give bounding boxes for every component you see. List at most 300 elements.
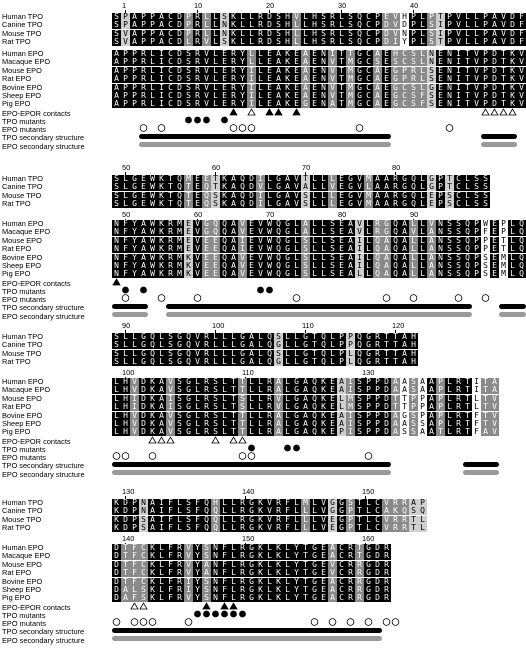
- residue: D: [175, 21, 184, 29]
- residue: A: [391, 386, 400, 394]
- residue: T: [184, 192, 193, 200]
- epo-helix-bar: [112, 470, 391, 475]
- residue: L: [130, 341, 139, 349]
- residue: P: [472, 270, 481, 278]
- residue: R: [238, 544, 247, 552]
- residue: T: [166, 175, 175, 183]
- residue: Q: [148, 341, 157, 349]
- residue: G: [247, 586, 256, 594]
- residue: Q: [211, 524, 220, 532]
- residue: M: [346, 67, 355, 75]
- residue: I: [256, 200, 265, 208]
- residue: A: [427, 254, 436, 262]
- species-label: Rat TPO: [2, 523, 31, 533]
- residue: Q: [220, 237, 229, 245]
- residue: C: [166, 58, 175, 66]
- epo-mutant-circle: [365, 618, 372, 625]
- residue: A: [301, 84, 310, 92]
- residue: G: [337, 499, 346, 507]
- residue: G: [184, 395, 193, 403]
- residue: N: [319, 50, 328, 58]
- residue: N: [211, 586, 220, 594]
- residue: P: [364, 403, 373, 411]
- residue: L: [445, 420, 454, 428]
- residue: P: [364, 428, 373, 436]
- residue: S: [175, 428, 184, 436]
- residue: Q: [274, 270, 283, 278]
- residue: A: [157, 21, 166, 29]
- residue: T: [382, 333, 391, 341]
- residue: H: [283, 38, 292, 46]
- residue: D: [247, 200, 256, 208]
- residue: V: [166, 412, 175, 420]
- epo-sequence: [112, 67, 526, 75]
- residue: V: [256, 245, 265, 253]
- residue: D: [402, 20, 407, 30]
- residue: L: [229, 569, 238, 577]
- tpo-sequence: [112, 350, 418, 358]
- residue: L: [157, 594, 166, 602]
- residue: A: [400, 245, 409, 253]
- residue: D: [121, 507, 130, 515]
- residue: L: [247, 420, 256, 428]
- species-label: Macaque EPO: [2, 57, 51, 67]
- residue: S: [454, 270, 463, 278]
- species-label: Mouse EPO: [2, 393, 42, 403]
- tpo-position-number: 110: [302, 321, 314, 330]
- residue: N: [402, 28, 407, 38]
- residue: V: [130, 420, 139, 428]
- residue: R: [328, 30, 337, 38]
- residue: A: [229, 220, 238, 228]
- residue: K: [283, 84, 292, 92]
- residue: Y: [238, 84, 247, 92]
- residue: Q: [463, 254, 472, 262]
- tpo-position-number: 140: [242, 487, 255, 496]
- residue: T: [211, 183, 220, 191]
- residue: A: [301, 67, 310, 75]
- residue: S: [427, 67, 436, 75]
- residue: A: [157, 420, 166, 428]
- residue: W: [148, 262, 157, 270]
- residue: K: [184, 262, 193, 270]
- residue: W: [265, 228, 274, 236]
- residue: V: [274, 403, 283, 411]
- residue: L: [418, 245, 427, 253]
- residue: S: [454, 254, 463, 262]
- residue: R: [454, 395, 463, 403]
- residue: R: [391, 192, 400, 200]
- residue: L: [463, 30, 472, 38]
- residue: G: [292, 386, 301, 394]
- residue: V: [499, 13, 508, 21]
- epo-mutant-circle: [482, 294, 489, 301]
- tpo-position-number: 130: [122, 487, 135, 496]
- residue: R: [256, 13, 265, 21]
- epo-mutant-circle: [248, 124, 255, 131]
- residue: K: [148, 428, 157, 436]
- residue: L: [292, 341, 301, 349]
- residue: S: [409, 412, 418, 420]
- tpo-mutant-dot: [239, 610, 246, 617]
- residue: M: [346, 84, 355, 92]
- residue: F: [130, 569, 139, 577]
- alignment-block-4: [0, 487, 474, 645]
- residue: C: [166, 75, 175, 83]
- residue: V: [382, 524, 391, 532]
- residue: G: [283, 245, 292, 253]
- residue: C: [337, 552, 346, 560]
- residue: A: [373, 200, 382, 208]
- residue: L: [418, 254, 427, 262]
- species-label: Macaque EPO: [2, 551, 51, 561]
- residue: Q: [274, 228, 283, 236]
- epo-structure-label: EPO secondary structure: [2, 469, 85, 479]
- residue: T: [121, 578, 130, 586]
- residue: A: [427, 395, 436, 403]
- residue: R: [202, 395, 211, 403]
- residue: T: [463, 50, 472, 58]
- residue: K: [508, 67, 517, 75]
- residue: E: [382, 100, 391, 108]
- residue: E: [265, 58, 274, 66]
- residue: R: [175, 594, 184, 602]
- residue: P: [148, 13, 157, 21]
- residue: Q: [355, 38, 364, 46]
- residue: K: [157, 228, 166, 236]
- residue: L: [310, 183, 319, 191]
- residue: K: [256, 578, 265, 586]
- residue: A: [229, 245, 238, 253]
- residue: G: [238, 333, 247, 341]
- residue: L: [283, 544, 292, 552]
- residue: E: [211, 237, 220, 245]
- residue: T: [499, 58, 508, 66]
- residue: A: [400, 270, 409, 278]
- residue: V: [193, 220, 202, 228]
- residue: K: [283, 58, 292, 66]
- residue: P: [436, 412, 445, 420]
- residue: N: [427, 58, 436, 66]
- tpo-helix-bar: [481, 134, 517, 139]
- residue: G: [175, 333, 184, 341]
- tpo-position-number: 150: [362, 487, 375, 496]
- residue: A: [490, 21, 499, 29]
- residue: P: [436, 395, 445, 403]
- residue: P: [121, 100, 130, 108]
- residue: Q: [355, 358, 364, 366]
- residue: R: [238, 499, 247, 507]
- residue: I: [355, 237, 364, 245]
- residue: D: [121, 516, 130, 524]
- residue: D: [112, 544, 121, 552]
- residue: T: [121, 569, 130, 577]
- residue: R: [265, 378, 274, 386]
- residue: A: [409, 499, 418, 507]
- residue: K: [184, 270, 193, 278]
- residue: V: [184, 544, 193, 552]
- residue: L: [220, 507, 229, 515]
- residue: D: [508, 38, 517, 46]
- residue: I: [474, 385, 479, 395]
- residue: E: [292, 58, 301, 66]
- residue: R: [139, 67, 148, 75]
- residue: V: [382, 516, 391, 524]
- contacts-label: EPO-EPOR contacts: [2, 602, 71, 612]
- residue: H: [121, 412, 130, 420]
- residue: K: [220, 200, 229, 208]
- residue: L: [364, 262, 373, 270]
- tpo-mutant-dot: [266, 286, 273, 293]
- residue: T: [121, 561, 130, 569]
- residue: L: [337, 403, 346, 411]
- residue: E: [382, 13, 391, 21]
- residue: Q: [319, 350, 328, 358]
- residue: L: [364, 524, 373, 532]
- residue: Q: [409, 200, 418, 208]
- residue: P: [130, 67, 139, 75]
- residue: P: [130, 516, 139, 524]
- residue: V: [472, 100, 481, 108]
- residue: L: [292, 358, 301, 366]
- residue: V: [319, 516, 328, 524]
- residue: T: [355, 524, 364, 532]
- residue: S: [274, 13, 283, 21]
- residue: T: [229, 386, 238, 394]
- residue: S: [112, 21, 121, 29]
- species-label: Canine TPO: [2, 506, 43, 516]
- residue: L: [112, 386, 121, 394]
- residue: S: [274, 38, 283, 46]
- residue: A: [130, 38, 139, 46]
- residue: Y: [193, 544, 202, 552]
- tpo-mutant-dot: [221, 116, 228, 123]
- residue: W: [148, 175, 157, 183]
- residue: D: [112, 569, 121, 577]
- residue: L: [283, 386, 292, 394]
- residue: S: [112, 183, 121, 191]
- epo-position-number: 140: [122, 534, 135, 543]
- tpo-structure-label: TPO secondary structure: [2, 133, 85, 143]
- residue: E: [247, 254, 256, 262]
- residue: S: [175, 412, 184, 420]
- residue: A: [301, 395, 310, 403]
- residue: L: [364, 516, 373, 524]
- residue: L: [310, 254, 319, 262]
- residue: L: [265, 569, 274, 577]
- residue: L: [121, 200, 130, 208]
- residue: R: [274, 499, 283, 507]
- residue: S: [319, 30, 328, 38]
- residue: R: [238, 578, 247, 586]
- residue: F: [166, 561, 175, 569]
- residue: Q: [265, 333, 274, 341]
- epo-position-number: 60: [194, 210, 203, 219]
- residue: C: [364, 84, 373, 92]
- residue: I: [436, 21, 445, 29]
- tpo-helix-bar: [499, 304, 526, 309]
- residue: P: [445, 30, 454, 38]
- residue: L: [229, 578, 238, 586]
- residue: L: [211, 13, 220, 21]
- species-label: Rat TPO: [2, 199, 31, 209]
- residue: L: [301, 516, 310, 524]
- residue: G: [301, 333, 310, 341]
- residue: L: [292, 38, 301, 46]
- residue: T: [184, 200, 193, 208]
- epo-position-number: 80: [338, 210, 347, 219]
- residue: E: [193, 200, 202, 208]
- residue: L: [418, 75, 427, 83]
- residue: K: [256, 524, 265, 532]
- residue: V: [274, 395, 283, 403]
- residue: L: [328, 175, 337, 183]
- residue: T: [238, 386, 247, 394]
- residue: G: [364, 569, 373, 577]
- residue: G: [364, 578, 373, 586]
- residue: A: [274, 378, 283, 386]
- residue: A: [400, 262, 409, 270]
- residue: Y: [193, 561, 202, 569]
- residue: P: [409, 21, 418, 29]
- residue: T: [391, 333, 400, 341]
- epo-helix-bar: [139, 142, 391, 147]
- residue: R: [238, 594, 247, 602]
- residue: V: [391, 13, 400, 21]
- residue: L: [355, 270, 364, 278]
- residue: R: [373, 350, 382, 358]
- residue: G: [274, 175, 283, 183]
- residue: R: [400, 516, 409, 524]
- residue: S: [427, 75, 436, 83]
- residue: V: [265, 507, 274, 515]
- residue: A: [346, 220, 355, 228]
- residue: A: [157, 412, 166, 420]
- residue: Q: [220, 220, 229, 228]
- residue: M: [364, 192, 373, 200]
- residue: R: [346, 594, 355, 602]
- residue: E: [490, 262, 499, 270]
- residue: S: [427, 92, 436, 100]
- epo-mutant-circle: [185, 618, 192, 625]
- residue: Q: [517, 262, 526, 270]
- residue: E: [184, 245, 193, 253]
- residue: F: [517, 13, 526, 21]
- residue: F: [166, 578, 175, 586]
- residue: A: [301, 378, 310, 386]
- residue: L: [283, 333, 292, 341]
- residue: V: [499, 38, 508, 46]
- residue: F: [121, 228, 130, 236]
- residue: A: [121, 586, 130, 594]
- residue: T: [463, 403, 472, 411]
- residue: G: [247, 499, 256, 507]
- residue: L: [283, 420, 292, 428]
- residue: K: [319, 386, 328, 394]
- residue: S: [112, 358, 121, 366]
- residue: L: [193, 378, 202, 386]
- residue: L: [418, 262, 427, 270]
- residue: L: [211, 92, 220, 100]
- residue: E: [265, 67, 274, 75]
- residue: S: [139, 516, 148, 524]
- residue: L: [220, 341, 229, 349]
- residue: P: [346, 333, 355, 341]
- residue: D: [490, 84, 499, 92]
- residue: K: [508, 50, 517, 58]
- residue: C: [364, 50, 373, 58]
- residue: S: [472, 200, 481, 208]
- residue: A: [382, 507, 391, 515]
- epo-helix-bar: [166, 312, 472, 317]
- residue: E: [436, 67, 445, 75]
- residue: P: [337, 350, 346, 358]
- species-label: Human TPO: [2, 12, 43, 21]
- residue: L: [247, 21, 256, 29]
- residue: G: [238, 341, 247, 349]
- residue: S: [355, 378, 364, 386]
- residue: P: [481, 50, 490, 58]
- residue: R: [454, 386, 463, 394]
- residue: S: [202, 586, 211, 594]
- residue: D: [175, 50, 184, 58]
- residue: C: [166, 30, 175, 38]
- residue: R: [202, 403, 211, 411]
- residue: Q: [373, 254, 382, 262]
- residue: P: [373, 420, 382, 428]
- residue: R: [382, 544, 391, 552]
- residue: S: [274, 21, 283, 29]
- residue: T: [229, 420, 238, 428]
- residue: M: [175, 262, 184, 270]
- residue: A: [328, 578, 337, 586]
- residue: S: [409, 420, 418, 428]
- residue: T: [445, 175, 454, 183]
- residue: V: [166, 386, 175, 394]
- residue: L: [364, 228, 373, 236]
- residue: R: [139, 58, 148, 66]
- tpo-mutant-dot: [221, 610, 228, 617]
- residue: T: [481, 403, 490, 411]
- residue: N: [445, 58, 454, 66]
- residue: K: [274, 552, 283, 560]
- residue: T: [481, 395, 490, 403]
- residue: D: [139, 412, 148, 420]
- residue: D: [382, 21, 391, 29]
- residue: E: [220, 84, 229, 92]
- residue: D: [490, 58, 499, 66]
- residue: P: [121, 92, 130, 100]
- residue: R: [265, 403, 274, 411]
- residue: M: [501, 269, 506, 279]
- residue: T: [337, 58, 346, 66]
- residue: D: [382, 38, 391, 46]
- residue: Y: [292, 594, 301, 602]
- residue: V: [184, 561, 193, 569]
- residue: K: [283, 67, 292, 75]
- residue: E: [490, 245, 499, 253]
- residue: T: [402, 393, 407, 403]
- residue: F: [220, 594, 229, 602]
- tpo-mutant-dot: [122, 286, 129, 293]
- residue: A: [130, 13, 139, 21]
- residue: P: [373, 412, 382, 420]
- residue: G: [238, 358, 247, 366]
- residue: L: [256, 50, 265, 58]
- residue: L: [319, 262, 328, 270]
- residue: S: [328, 237, 337, 245]
- residue: A: [373, 192, 382, 200]
